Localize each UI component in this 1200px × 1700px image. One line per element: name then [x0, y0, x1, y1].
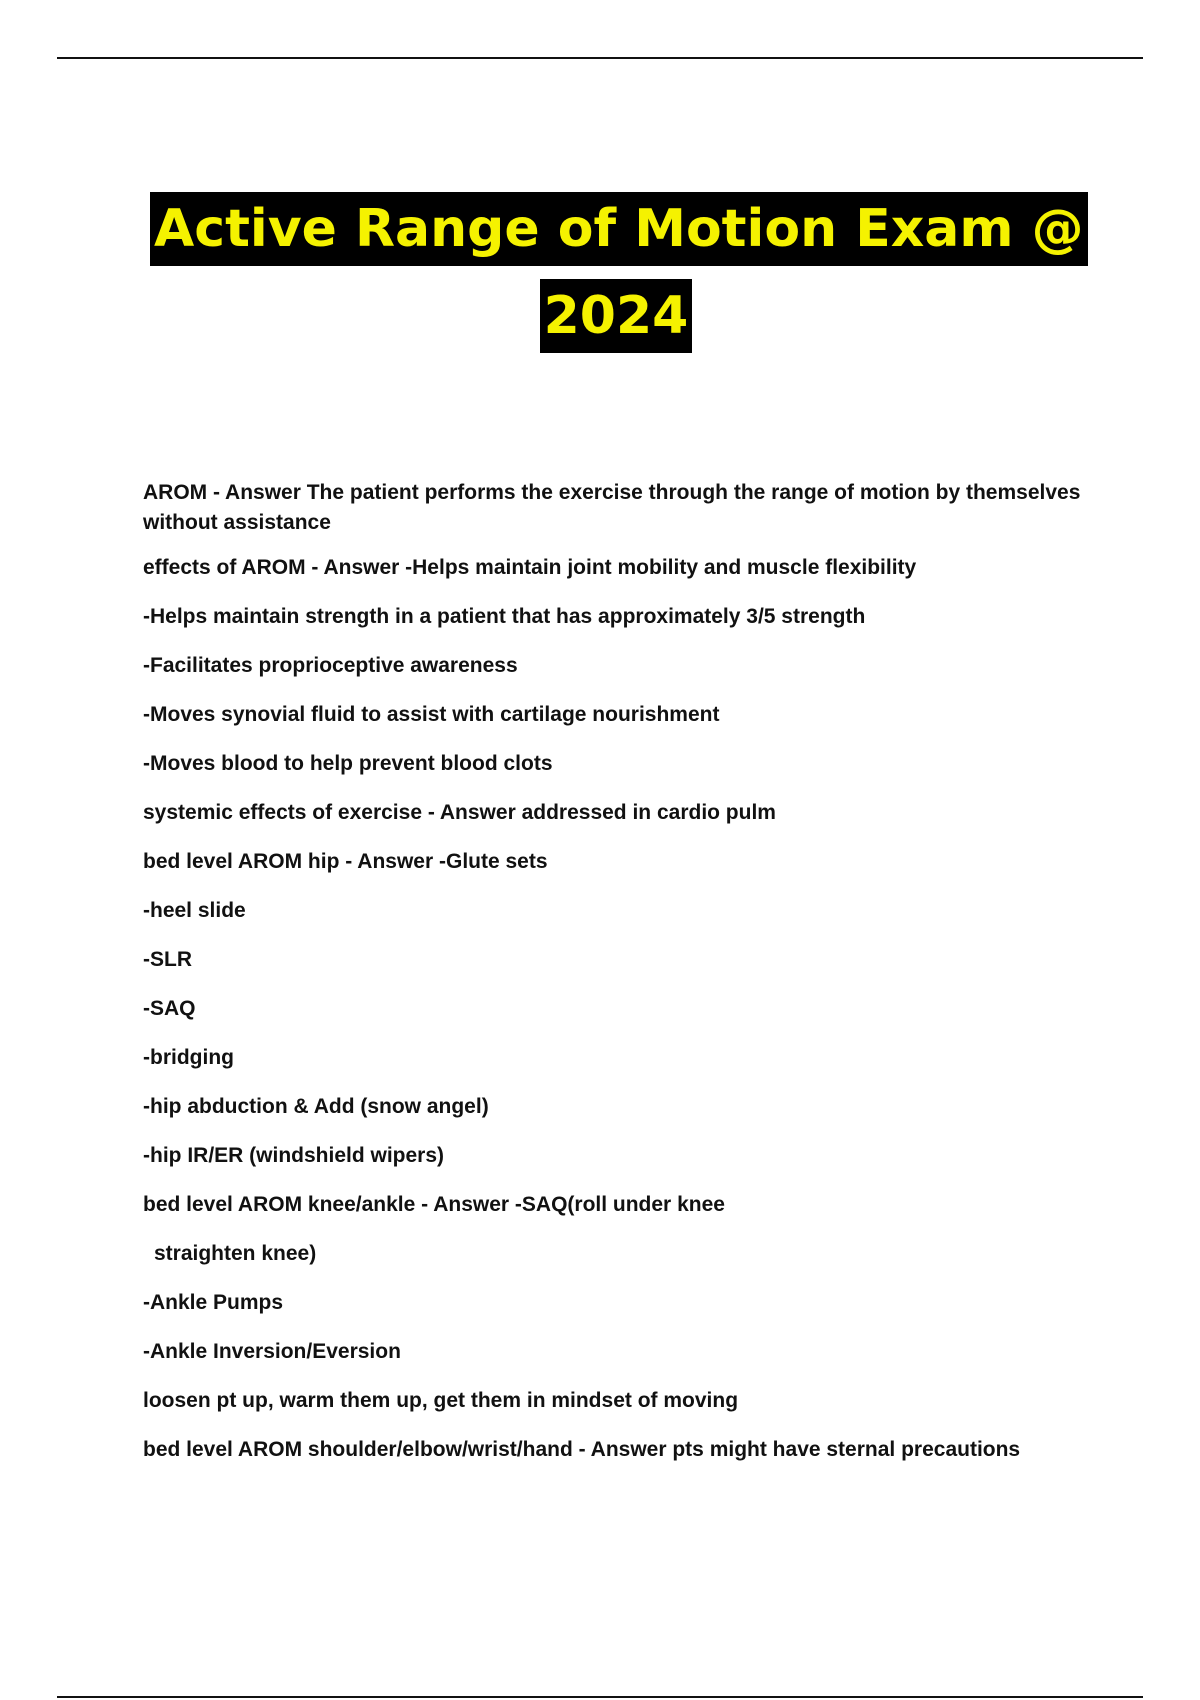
- text-line: bed level AROM shoulder/elbow/wrist/hand - Answer pts might have sternal precautions: [143, 1438, 1021, 1461]
- top-divider: [57, 57, 1143, 59]
- text-line: -bridging: [143, 1046, 234, 1069]
- text-line: -SLR: [143, 948, 192, 971]
- text-line: systemic effects of exercise - Answer addressed in cardio pulm: [143, 801, 776, 824]
- bottom-divider: [57, 1696, 1143, 1698]
- document-title: [150, 192, 1082, 353]
- text-line: -Ankle Inversion/Eversion: [143, 1340, 401, 1363]
- text-line: -Helps maintain strength in a patient that has approximately 3/5 strength: [143, 605, 866, 628]
- document-body: [143, 478, 1103, 1484]
- text-line: -Moves blood to help prevent blood clots: [143, 752, 553, 775]
- text-line: straighten knee): [154, 1242, 317, 1265]
- text-line: -SAQ: [143, 997, 196, 1020]
- text-line: -Facilitates proprioceptive awareness: [143, 654, 518, 677]
- text-line: -Ankle Pumps: [143, 1291, 284, 1314]
- text-line: bed level AROM hip - Answer -Glute sets: [143, 850, 548, 873]
- title-line-2: 2024: [540, 279, 693, 353]
- text-line: bed level AROM knee/ankle - Answer -SAQ(roll under knee: [143, 1193, 725, 1216]
- text-line: -Moves synovial fluid to assist with cartilage nourishment: [143, 703, 720, 726]
- text-line: effects of AROM - Answer -Helps maintain joint mobility and muscle flexibility: [143, 556, 917, 579]
- title-line-1: Active Range of Motion Exam @: [150, 192, 1088, 266]
- text-line: -hip abduction & Add (snow angel): [143, 1095, 489, 1118]
- text-line: -hip IR/ER (windshield wipers): [143, 1144, 445, 1167]
- text-line: AROM - Answer The patient performs the exercise through the range of motion by themselves without assistance: [143, 481, 1081, 534]
- text-line: loosen pt up, warm them up, get them in mindset of moving: [143, 1389, 739, 1412]
- text-line: -heel slide: [143, 899, 246, 922]
